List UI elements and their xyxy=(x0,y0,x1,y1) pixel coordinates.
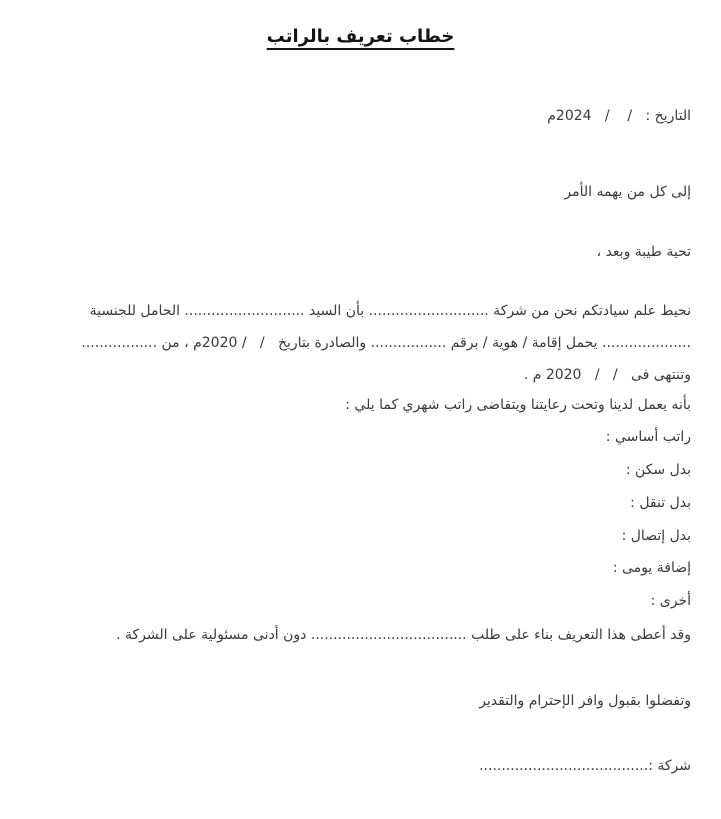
salary-item-communication-allowance: بدل إتصال : xyxy=(621,528,691,544)
salary-item-other: أخرى : xyxy=(650,593,691,609)
disclaimer-line: وقد أعطى هذا التعريف بناء على طلب ................................... دون أدنى مسئولية على الشركة . xyxy=(116,627,691,643)
salary-item-daily-addition: إضافة يومى : xyxy=(612,560,691,576)
salary-item-housing-allowance: بدل سكن : xyxy=(625,462,691,478)
document-title: خطاب تعريف بالراتب xyxy=(266,26,455,47)
greeting-line: تحية طيبة وبعد ، xyxy=(596,244,691,260)
company-signature-line: شركة :...................................... xyxy=(479,758,691,774)
date-line: التاريخ : / / 2024م xyxy=(547,108,691,124)
salary-item-transport-allowance: بدل تنقل : xyxy=(630,495,691,511)
salary-intro-line: بأنه يعمل لدينا وتحت رعايتنا ويتقاضى راتب شهري كما يلي : xyxy=(345,397,691,413)
salary-item-basic: راتب أساسي : xyxy=(605,429,691,445)
body-paragraph-line-2: .................... يحمل إقامة / هوية / برقم ................. والصادرة بتاريخ / / 2020م ، من ................. xyxy=(81,335,691,351)
to-whom-line: إلى كل من يهمه الأمر xyxy=(564,184,691,200)
body-paragraph-line-3: وتنتهى فى / / 2020 م . xyxy=(523,367,691,383)
closing-line: وتفضلوا بقبول وافر الإحترام والتقدير xyxy=(479,693,691,709)
body-paragraph-line-1: نحيط علم سيادتكم نحن من شركة ........................... بأن السيد ........................... الحامل للجنسية xyxy=(89,303,691,319)
